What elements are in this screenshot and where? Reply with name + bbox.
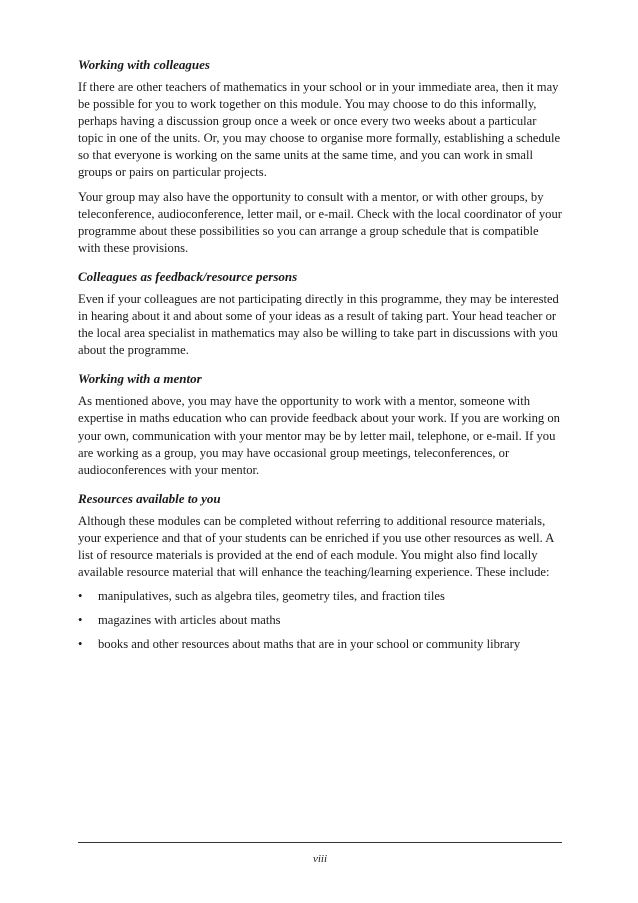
section-working-with-colleagues bbox=[78, 56, 562, 257]
paragraph: Even if your colleagues are not participating directly in this programme, they may be interested in hearing about it and about some of your ideas as a result of taking part. Your head teacher or the local area specialist in mathematics may also be willing to take part in discussions with you about the programme. bbox=[78, 291, 559, 358]
bullet-icon: • bbox=[78, 613, 83, 628]
list-item-text: magazines with articles about maths bbox=[98, 613, 281, 628]
section-heading: Colleagues as feedback/resource persons bbox=[78, 268, 298, 284]
section-working-with-a-mentor bbox=[78, 370, 562, 478]
paragraph: As mentioned above, you may have the opportunity to work with a mentor, someone with expertise in maths education who can provide feedback about your work. If you are working on your own, communication with your mentor may be by letter mail, telephone, or e-mail. If you are working as a group, you may have occasional group meetings, teleconferences, or audioconferences with your mentor. bbox=[78, 394, 560, 477]
list-item-text: manipulatives, such as algebra tiles, geometry tiles, and fraction tiles bbox=[98, 589, 445, 604]
paragraph: If there are other teachers of mathematics in your school or in your immediate area, then it may be possible for you to work together on this module. You may choose to do this informally, perhaps having a discussion group once a week or once every two weeks about a particular topic in one of the units. Or, you may choose to organise more formally, establishing a schedule so that everyone is working on the same units at the same time, and you can work in small groups or pairs on particular projects. bbox=[78, 80, 561, 180]
section-resources-available bbox=[78, 490, 562, 653]
section-colleagues-as-feedback bbox=[78, 268, 562, 359]
list-item-text: books and other resources about maths that are in your school or community library bbox=[98, 637, 521, 652]
resource-list bbox=[78, 588, 562, 653]
list-item bbox=[78, 636, 562, 653]
section-heading: Working with a mentor bbox=[78, 371, 202, 387]
section-heading: Working with colleagues bbox=[78, 57, 210, 72]
page-number: viii bbox=[312, 853, 328, 865]
page-content bbox=[78, 56, 562, 664]
paragraph: Although these modules can be completed without referring to additional resource materials, your experience and that of your students can be enriched if you use other resources as well. A list of resource materials is provided at the end of each module. You might also find locally available resource material that will enhance the teaching/learning experience. These include: bbox=[78, 513, 554, 580]
list-item bbox=[78, 612, 562, 629]
bullet-icon: • bbox=[78, 589, 83, 604]
footer-divider bbox=[78, 842, 562, 843]
paragraph: Your group may also have the opportunity to consult with a mentor, or with other groups, by teleconference, audioconference, letter mail, or e-mail. Check with the local coordinator of your programme about these possibilities so you can arrange a group schedule that is compatible with these provisions. bbox=[78, 189, 562, 255]
section-heading: Resources available to you bbox=[78, 490, 221, 506]
bullet-icon: • bbox=[78, 637, 83, 652]
list-item bbox=[78, 588, 562, 605]
